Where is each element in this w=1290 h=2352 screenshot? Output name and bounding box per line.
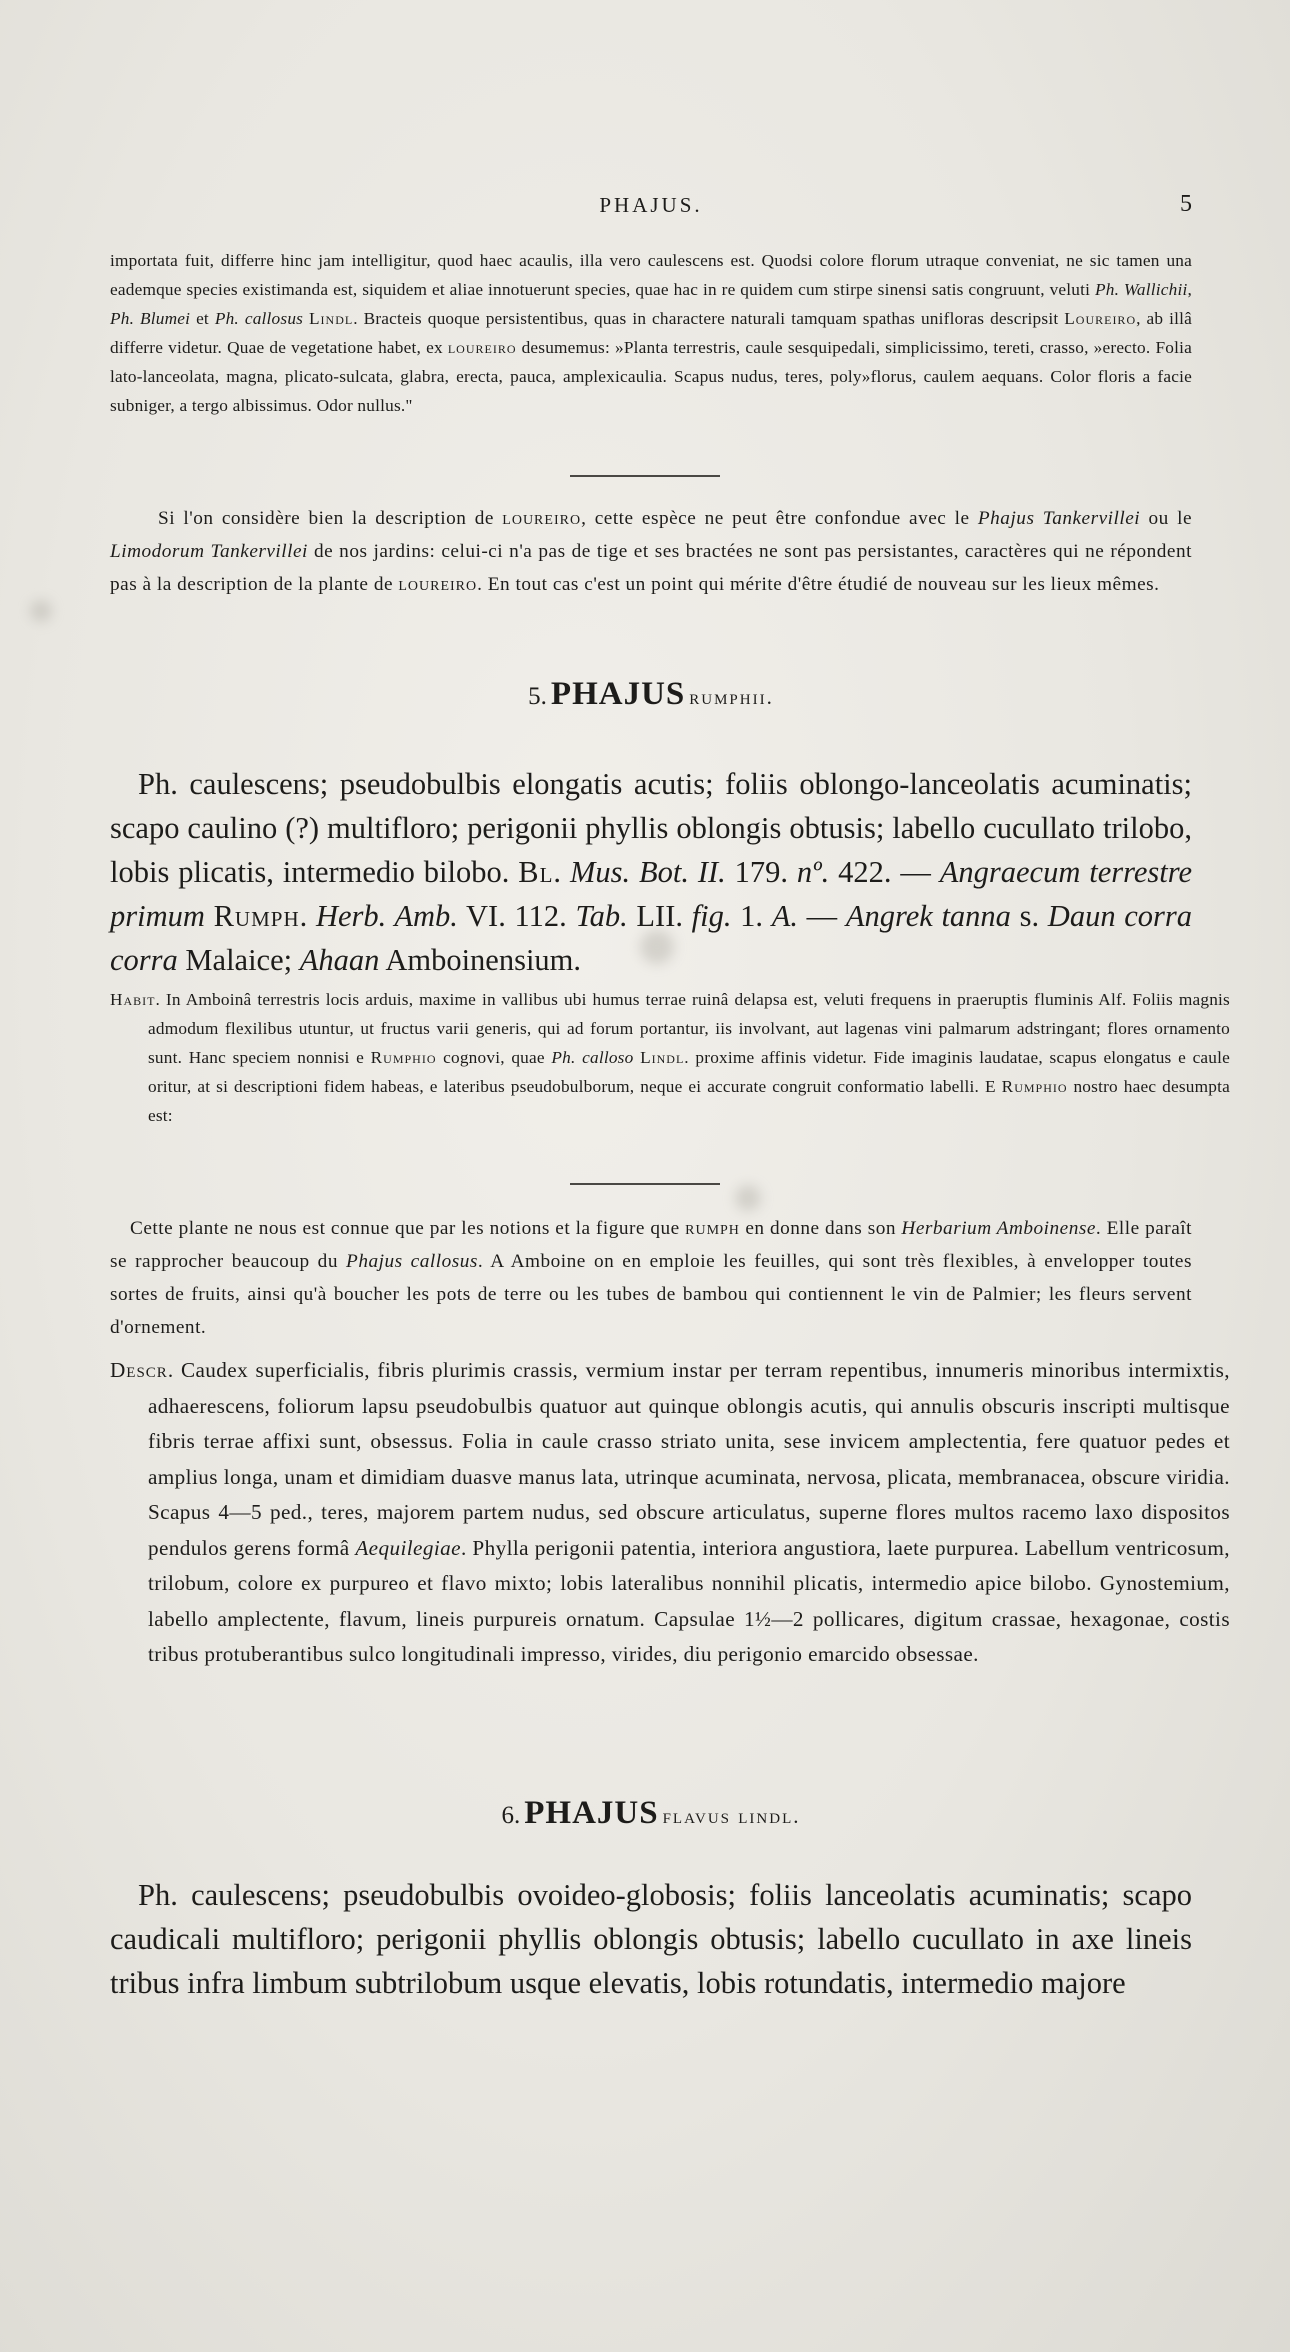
text-run: importata fuit, differre hinc jam intelligitur, quod haec acaulis, illa vero caulescens est. Quodsi colore florum utraque conveniat, ne sic tamen una eademque species existimanda est, siquidem et aliae innotuerunt species, quae hac in re quidem cum stirpe sinensi satis congruunt, veluti (110, 251, 1192, 299)
diagnosis-5 (110, 762, 1192, 982)
small-caps-text: Rumphio (370, 1048, 437, 1067)
italic-text: fig. (691, 899, 732, 933)
small-caps-text: loureiro (398, 574, 478, 595)
genus-name: PHAJUS (524, 1795, 659, 1831)
small-caps-text: loureiro (447, 338, 517, 357)
section-divider (570, 475, 720, 477)
text-run: . Elle paraît se rapprocher beaucoup du (110, 1218, 1193, 1272)
text-run: Malaice; (177, 943, 300, 977)
text-run: . A Amboine on en emploie les feuilles, qui sont très flexibles, à envelopper toutes sortes de fruits, ainsi qu'à boucher les pots de terre ou les tubes de bambou qui contiennent le vin de Palmier; les fleurs servent d'ornement. (110, 1251, 1192, 1338)
text-run: ou le (1140, 508, 1193, 529)
small-caps-text: rumph (685, 1218, 740, 1239)
text-run: . proxime affinis videtur. Fide imaginis laudatae, scapus elongatus e caule oritur, at si descriptioni fidem habeas, e lateribus pseudobulborum, neque ei accurate congruit conformatio labelli. E (148, 1048, 1231, 1096)
text-run: , cette espèce ne peut être confondue avec le (581, 508, 978, 529)
italic-text: Ph. Blumei (110, 309, 191, 328)
text-run: s. (1010, 899, 1048, 933)
text-run: nostro haec desumpta est: (148, 1077, 1230, 1125)
small-caps-text: Lindl (309, 309, 354, 328)
text-run: et (190, 309, 215, 328)
text-run: Ph. caulescens; pseudobulbis ovoideo-globosis; foliis lanceolatis acuminatis; scapo caudicali multifloro; perigonii phyllis oblongis obtusis; labello cucullato in axe lineis tribus infra limbum subtrilobum usque elevatis, lobis rotundatis, intermedio majore (110, 1878, 1192, 2000)
species-heading-5 (110, 676, 1192, 713)
italic-text: Herb. Amb. (315, 899, 458, 933)
small-caps-text: Rumph (213, 899, 300, 933)
text-run: desumemus: »Planta terrestris, caule sesquipedali, simplicissimo, tereti, crasso, »erecto. Folia lato-lanceolata, magna, plicato-sulcata, glabra, erecta, pauca, amplexicaulia. Scapus nudus, teres, poly»florus, caulem aequans. Color floris a facie subniger, a tergo albissimus. Odor nullus." (110, 338, 1192, 415)
text-run: de nos jardins: celui-ci n'a pas de tige et ses bractées ne sont pas persistantes, caractères qui ne répondent pas à la description de la plante de (110, 541, 1192, 595)
italic-text: nº. (796, 855, 830, 889)
italic-text: Angrek tanna (845, 899, 1011, 933)
italic-text: Phajus Tankervillei (977, 508, 1141, 529)
section-divider (570, 1183, 720, 1185)
text-run: Si l'on considère bien la description de (158, 508, 503, 529)
text-run: 1. (731, 899, 772, 933)
text-run: . En tout cas c'est un point qui mérite d'être étudié de nouveau sur les lieux mêmes. (477, 574, 1160, 595)
genus-name: PHAJUS (550, 676, 686, 712)
text-run: Ph. caulescens; pseudobulbis elongatis acutis; foliis oblongo-lanceolatis acuminatis; scapo caulino (?) multifloro; perigonii phyllis oblongis obtusis; labello cucullato trilobo, lobis plicatis, intermedio bilobo. (110, 767, 1192, 889)
text-run: — (797, 899, 846, 933)
text-run: . Caudex superficialis, fibris plurimis crassis, vermium instar per terram repentibus, innumeris minoribus intermixtis, adhaerescens, foliorum lapsu pseudobulbis quatuor aut quinque oblongis acutis, qui annulis obscuris inscripti multisque fibris terrae affixi sunt, obsessus. Folia in caule crasso striato unita, sese invicem amplectentia, fere quatuor pedes et amplius longa, unam et dimidiam duasve manus lata, utrinque acuminata, nervosa, plicata, membranacea, obscure viridia. Scapus 4—5 ped., teres, majorem partem nudus, sed obscure articulatus, superne flores multos racemo laxo dispositos pendulos gerens formâ (148, 1358, 1230, 1560)
diagnosis-6 (110, 1873, 1192, 2005)
text-run: Amboinensium. (379, 943, 582, 977)
italic-text: Daun corra corra (110, 899, 1193, 977)
french-note-2 (110, 1212, 1192, 1344)
small-caps-text: Rumphio (1001, 1077, 1068, 1096)
small-caps-text: Bl (518, 855, 554, 889)
italic-text: Mus. Bot. II. (569, 855, 726, 889)
text-run: cognovi, quae (436, 1048, 552, 1067)
text-run: . In Amboinâ terrestris locis arduis, maxime in vallibus ubi humus terrae ruinâ delapsa est, veluti frequens in praeruptis fluminis Alf. Foliis magnis admodum flexilibus utuntur, ut fructus varii generis, qui ad forum portantur, iis involvant, aut lagenas vini palmarum adstringant; flores ornamento sunt. Hanc speciem nonnisi e (148, 990, 1230, 1067)
text-run: Cette plante ne nous est connue que par les notions et la figure que (130, 1218, 686, 1239)
italic-text: Ph. callosus (214, 309, 304, 328)
paper-stain (30, 600, 52, 622)
species-epithet: rumphii. (689, 685, 774, 709)
small-caps-text: Descr (110, 1358, 168, 1382)
text-run: en donne dans son (739, 1218, 902, 1239)
italic-text: Aequilegiae (355, 1535, 461, 1560)
species-number: 5. (528, 683, 547, 710)
habit-paragraph (110, 985, 1230, 1130)
italic-text: Angraecum terrestre primum (110, 855, 1193, 933)
italic-text: Limodorum Tankervillei (110, 541, 308, 562)
text-run: LII. (627, 899, 692, 933)
species-heading-6 (110, 1795, 1192, 1832)
text-run: . (299, 899, 316, 933)
italic-text: Tab. (575, 899, 628, 933)
running-title: PHAJUS. (599, 193, 703, 217)
text-run: . (553, 855, 570, 889)
text-run: . Phylla perigonii patentia, interiora angustiora, laete purpurea. Labellum ventricosum, trilobum, colore ex purpureo et flavo mixto; lobis lateralibus nonnihil plicatis, intermedio apice bilobo. Gynostemium, labello amplectente, flavum, lineis purpureis ornatum. Capsulae 1½—2 pollicares, digitum crassae, hexagonae, costis tribus protuberantibus sulco longitudinali impresso, virides, diu perigonio emarcido obsessae. (148, 1535, 1230, 1666)
text-run (205, 899, 214, 933)
text-run: , (1187, 280, 1192, 299)
text-run: 422. — (829, 855, 940, 889)
intro-latin-paragraph (110, 246, 1192, 420)
italic-text: Ph. Wallichii (1094, 280, 1188, 299)
page-number: 5 (1180, 191, 1192, 217)
french-note-1 (110, 502, 1192, 601)
text-run: , ab illâ differre videtur. Quae de vegetatione habet, ex (110, 309, 1192, 357)
paper-stain (735, 1185, 761, 1211)
small-caps-text: loureiro (502, 508, 582, 529)
text-run: VI. 112. (457, 899, 576, 933)
italic-text: Phajus callosus (346, 1251, 478, 1272)
small-caps-text: Loureiro (1064, 309, 1137, 328)
italic-text: A. (771, 899, 798, 933)
small-caps-text: Habit (110, 990, 156, 1009)
text-run: . Bracteis quoque persistentibus, quas in charactere naturali tamquam spathas unifloras descripsit (353, 309, 1065, 328)
italic-text: Herbarium Amboinense (901, 1218, 1096, 1239)
text-run: 179. (725, 855, 797, 889)
species-number: 6. (501, 1802, 521, 1829)
small-caps-text: Lindl (640, 1048, 685, 1067)
description-paragraph (110, 1353, 1230, 1673)
italic-text: Ph. calloso (551, 1048, 634, 1067)
running-head (110, 193, 1192, 223)
species-epithet: flavus lindl. (662, 1804, 801, 1828)
italic-text: Ahaan (299, 943, 380, 977)
